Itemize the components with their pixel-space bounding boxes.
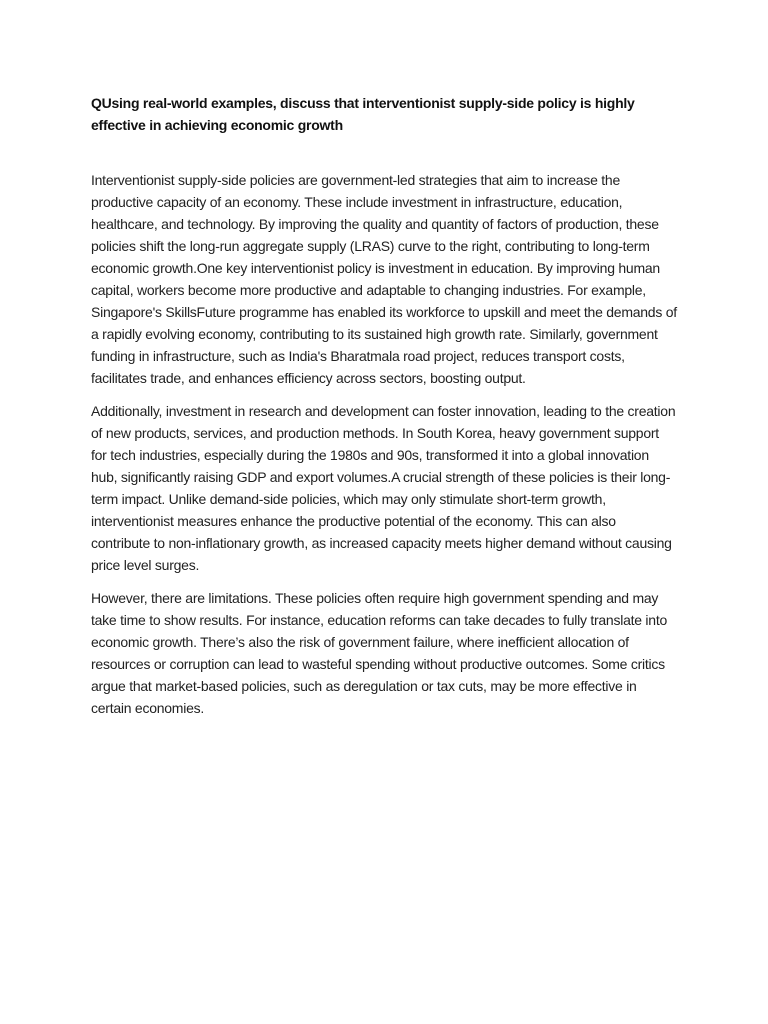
question-heading: QUsing real-world examples, discuss that interventionist supply-side policy is highly effective in achieving economic growth xyxy=(91,95,635,133)
essay-body xyxy=(91,169,678,719)
paragraph-rnd: Additionally, investment in research and development can foster innovation, leading to the creation of new products, services, and production methods. In South Korea, heavy government support for tech industries, especially during the 1980s and 90s, transformed it into a global innovation hub, significantly raising GDP and export volumes.A crucial strength of these policies is their long-term impact. Unlike demand-side policies, which may only stimulate short-term growth, interventionist measures enhance the productive potential of the economy. This can also contribute to non-inflationary growth, as increased capacity meets higher demand without causing price level surges. xyxy=(91,403,676,573)
paragraph-intro: Interventionist supply-side policies are government-led strategies that aim to increase the productive capacity of an economy. These include investment in infrastructure, education, healthcare, and technology. By improving the quality and quantity of factors of production, these policies shift the long-run aggregate supply (LRAS) curve to the right, contributing to long-term economic growth.One key interventionist policy is investment in education. By improving human capital, workers become more productive and adaptable to changing industries. For example, Singapore's SkillsFuture programme has enabled its workforce to upskill and meet the demands of a rapidly evolving economy, contributing to its sustained high growth rate. Similarly, government funding in infrastructure, such as India's Bharatmala road project, reduces transport costs, facilitates trade, and enhances efficiency across sectors, boosting output. xyxy=(91,172,677,386)
paragraph-limitations: However, there are limitations. These policies often require high government spending and may take time to show results. For instance, education reforms can take decades to fully translate into economic growth. There’s also the risk of government failure, where inefficient allocation of resources or corruption can lead to wasteful spending without productive outcomes. Some critics argue that market-based policies, such as deregulation or tax cuts, may be more effective in certain economies. xyxy=(91,590,667,716)
